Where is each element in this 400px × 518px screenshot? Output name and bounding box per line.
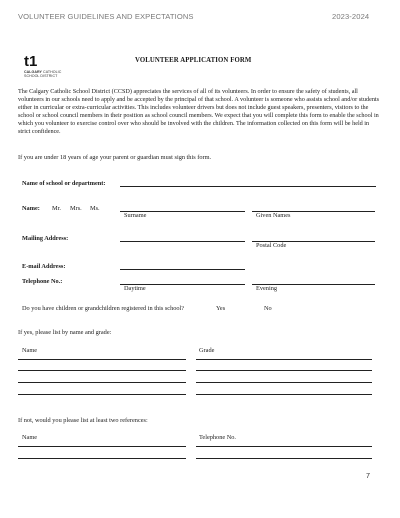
answer-no[interactable]: No <box>264 305 272 312</box>
reference-phone-header: Telephone No. <box>199 434 236 441</box>
form-title: VOLUNTEER APPLICATION FORM <box>135 57 252 64</box>
given-names-caption: Given Names <box>256 212 291 219</box>
child-grade-line-4[interactable] <box>196 394 372 395</box>
email-input-line[interactable] <box>120 269 245 270</box>
school-input-line[interactable] <box>120 186 376 187</box>
telephone-label: Telephone No.: <box>22 278 63 285</box>
school-label: Name of school or department: <box>22 180 106 187</box>
running-header-title: VOLUNTEER GUIDELINES AND EXPECTATIONS <box>18 12 194 21</box>
reference-phone-line-1[interactable] <box>196 446 372 447</box>
intro-paragraph: The Calgary Catholic School District (CCSD) appreciates the services of all of its volunteers. In order to ensure the safety of students, all volunteers in our schools need to apply and be accepted by the principal of that school. A volunteer is someone who assists school and/or students either in curricular or extra-curricular activities. This includes volunteer drivers but does not include guest speakers, presenters, visitors to the school or school council members in their position as school council members. We expect that you will complete this form to enable the school in which you volunteer to exercise control over who should be involved with the children. The information collected on this form will be held in strict confidence. <box>18 88 380 135</box>
reference-name-line-1[interactable] <box>18 446 186 447</box>
child-name-line-3[interactable] <box>18 382 186 383</box>
answer-yes[interactable]: Yes <box>216 305 226 312</box>
name-label: Name: <box>22 205 40 212</box>
district-logo <box>24 54 61 78</box>
address-input-line[interactable] <box>120 241 245 242</box>
child-grade-line-2[interactable] <box>196 370 372 371</box>
surname-caption: Surname <box>124 212 147 219</box>
logo-text-line2: SCHOOL DISTRICT <box>24 74 58 79</box>
reference-phone-line-2[interactable] <box>196 458 372 459</box>
reference-name-line-2[interactable] <box>18 458 186 459</box>
logo-mark: t1 <box>24 53 38 70</box>
page-number: 7 <box>366 471 370 480</box>
title-ms[interactable]: Ms. <box>90 205 100 212</box>
child-name-line-1[interactable] <box>18 359 186 360</box>
under-18-notice: If you are under 18 years of age your parent or guardian must sign this form. <box>18 154 212 161</box>
children-name-header: Name <box>22 347 38 354</box>
reference-name-header: Name <box>22 434 38 441</box>
running-header-year: 2023-2024 <box>332 12 370 21</box>
child-grade-line-1[interactable] <box>196 359 372 360</box>
evening-caption: Evening <box>256 285 277 292</box>
children-question: Do you have children or grandchildren registered in this school? <box>22 305 185 312</box>
mailing-address-label: Mailing Address: <box>22 235 69 242</box>
child-name-line-2[interactable] <box>18 370 186 371</box>
email-label: E-mail Address: <box>22 263 66 270</box>
child-grade-line-3[interactable] <box>196 382 372 383</box>
logo-text-line1: CALGARY CATHOLIC <box>24 70 62 74</box>
children-grade-header: Grade <box>199 347 215 354</box>
title-mrs[interactable]: Mrs. <box>70 205 82 212</box>
daytime-caption: Daytime <box>124 285 146 292</box>
postal-code-caption: Postal Code <box>256 242 287 249</box>
references-prompt: If not, would you please list at least two references: <box>18 417 148 424</box>
child-name-line-4[interactable] <box>18 394 186 395</box>
children-list-prompt: If yes, please list by name and grade: <box>18 329 112 336</box>
title-mr[interactable]: Mr. <box>52 205 61 212</box>
